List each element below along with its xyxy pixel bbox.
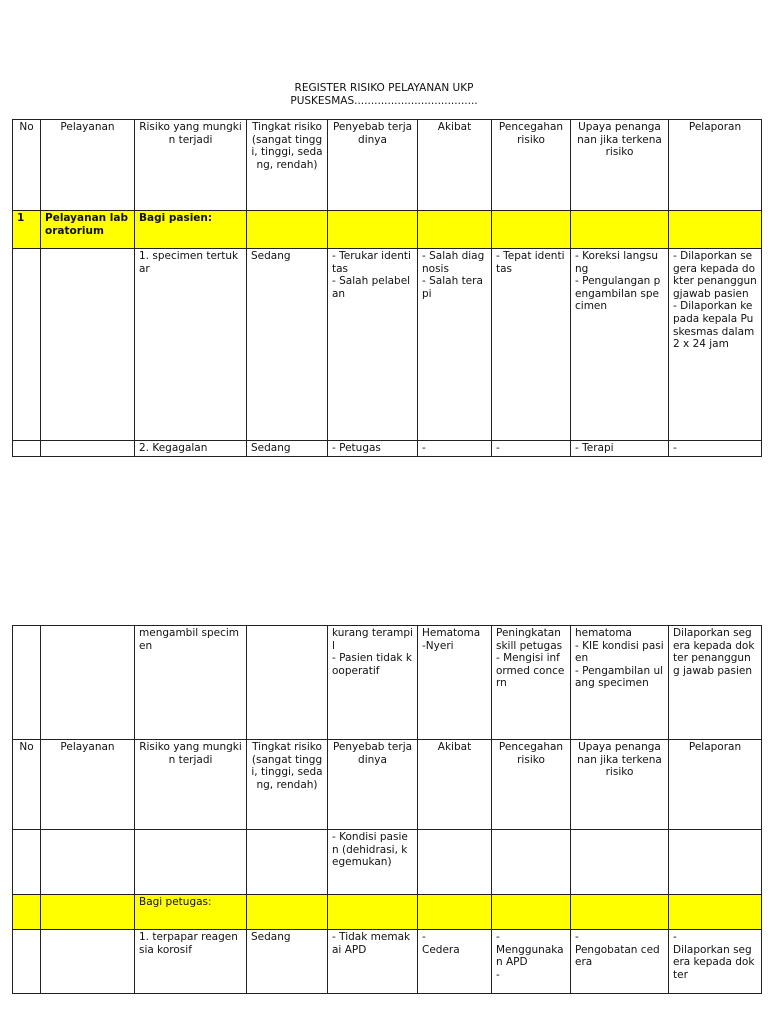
table-header-row: [13, 120, 762, 211]
cell-penyebab: - Terukar identitas - Salah pelabelan: [328, 249, 418, 441]
header-pencegahan: Pencegahan risiko: [492, 120, 571, 211]
cell-tingkat: Sedang: [247, 441, 328, 457]
puskesmas-line: PUSKESMAS.....................................: [290, 95, 478, 107]
table-row: [13, 249, 762, 441]
section-name: Pelayanan laboratorium: [41, 211, 135, 249]
table-row: [13, 830, 762, 895]
header-pelaporan: Pelaporan: [669, 120, 762, 211]
cell-akibat: - Cedera: [418, 930, 492, 994]
cell-pencegahan: -: [492, 441, 571, 457]
cell-risiko: 2. Kegagalan: [135, 441, 247, 457]
header-no: No: [13, 120, 41, 211]
header-akibat: Akibat: [418, 740, 492, 830]
header-risiko: Risiko yang mungkin terjadi: [135, 740, 247, 830]
cell-risiko: 1. terpapar reagensia korosif: [135, 930, 247, 994]
cell-pelaporan: Dilaporkan segera kepada dokter penanggung jawab pasien: [669, 626, 762, 740]
header-pelayanan: Pelayanan: [41, 740, 135, 830]
header-penyebab: Penyebab terjadinya: [328, 740, 418, 830]
header-pelaporan: Pelaporan: [669, 740, 762, 830]
header-no: No: [13, 740, 41, 830]
cell-penyebab: kurang terampil - Pasien tidak kooperatif: [328, 626, 418, 740]
cell-pelaporan: - Dilaporkan segera kepada dokter penanggungjawab pasien - Dilaporkan kepada kepala Puskesmas dalam 2 x 24 jam: [669, 249, 762, 441]
cell-pencegahan: - Menggunakan APD -: [492, 930, 571, 994]
document-title: REGISTER RISIKO PELAYANAN UKP: [294, 82, 474, 94]
cell-tingkat: Sedang: [247, 249, 328, 441]
cell-akibat: Hematoma -Nyeri: [418, 626, 492, 740]
cell-penyebab: - Tidak memakai APD: [328, 930, 418, 994]
header-tingkat: Tingkat risiko (sangat tinggi, tinggi, sedang, rendah): [247, 120, 328, 211]
table-header-row: [13, 740, 762, 830]
cell-pencegahan: - Tepat identitas: [492, 249, 571, 441]
cell-upaya: hematoma - KIE kondisi pasien - Pengambilan ulang specimen: [571, 626, 669, 740]
section-group-label: Bagi petugas:: [135, 895, 247, 930]
cell-akibat: -: [418, 441, 492, 457]
section-row-laboratorium: [13, 211, 762, 249]
header-risiko: Risiko yang mungkin terjadi: [135, 120, 247, 211]
cell-upaya: - Koreksi langsung - Pengulangan pengambilan specimen: [571, 249, 669, 441]
cell-risiko: 1. specimen tertukar: [135, 249, 247, 441]
cell-upaya: - Pengobatan cedera: [571, 930, 669, 994]
cell-pencegahan: Peningkatan skill petugas - Mengisi informed concern: [492, 626, 571, 740]
cell-akibat: - Salah diagnosis - Salah terapi: [418, 249, 492, 441]
cell-upaya: - Terapi: [571, 441, 669, 457]
cell-tingkat: Sedang: [247, 930, 328, 994]
header-penyebab: Penyebab terjadinya: [328, 120, 418, 211]
cell-risiko: mengambil specimen: [135, 626, 247, 740]
header-pelayanan: Pelayanan: [41, 120, 135, 211]
header-pencegahan: Pencegahan risiko: [492, 740, 571, 830]
cell-pelaporan: -: [669, 441, 762, 457]
table-row-continued: [13, 626, 762, 740]
header-akibat: Akibat: [418, 120, 492, 211]
header-tingkat: Tingkat risiko (sangat tinggi, tinggi, sedang, rendah): [247, 740, 328, 830]
section-number: 1: [13, 211, 41, 249]
risk-register-table-page2: [12, 625, 762, 994]
header-upaya: Upaya penanganan jika terkena risiko: [571, 740, 669, 830]
header-upaya: Upaya penanganan jika terkena risiko: [571, 120, 669, 211]
table-row: [13, 441, 762, 457]
risk-register-table-page1: [12, 119, 762, 457]
cell-penyebab: - Kondisi pasien (dehidrasi, kegemukan): [328, 830, 418, 895]
cell-penyebab: - Petugas: [328, 441, 418, 457]
table-row: [13, 930, 762, 994]
section-row-petugas: [13, 895, 762, 930]
cell-pelaporan: - Dilaporkan segera kepada dokter: [669, 930, 762, 994]
section-group-label: Bagi pasien:: [135, 211, 247, 249]
